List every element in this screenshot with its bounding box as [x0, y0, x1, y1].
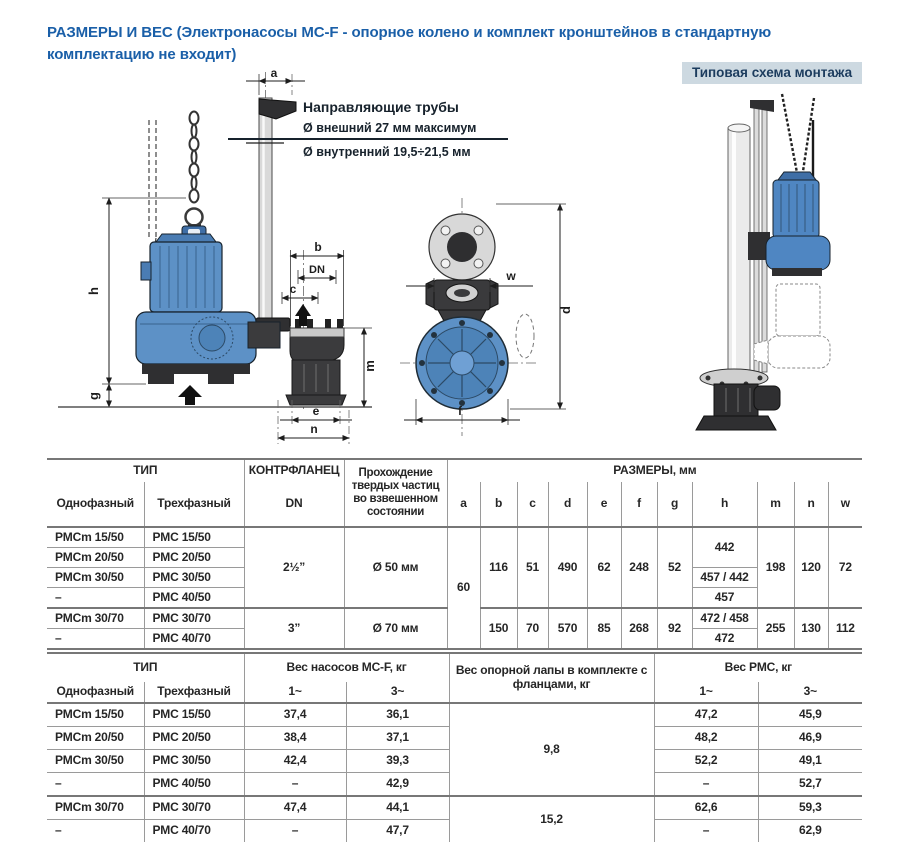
svg-text:e: e — [312, 404, 320, 418]
dim-m — [344, 328, 377, 407]
pipe-top-bracket — [259, 99, 296, 119]
volute-front — [416, 314, 534, 409]
model-three: PMC 40/70 — [144, 820, 244, 842]
t2-header-1ph: 1~ — [654, 682, 758, 703]
svg-text:m: m — [362, 360, 377, 372]
solids-value: Ø 70 мм — [344, 608, 447, 649]
model-three: PMC 15/50 — [144, 703, 244, 727]
t1-dim-m: m — [757, 482, 794, 527]
t1-dim-b: b — [480, 482, 517, 527]
t1-header-type: ТИП — [47, 459, 244, 482]
dim-b-value: 150 — [480, 608, 517, 649]
pump-weight-3ph: 37,1 — [346, 727, 449, 750]
support-weight: 15,2 — [449, 796, 654, 842]
dimensions-table — [47, 458, 862, 650]
t1-dim-c: c — [517, 482, 548, 527]
dim-f-value: 248 — [621, 527, 657, 608]
model-single: PMCm 30/70 — [47, 796, 144, 820]
pump-weight-3ph: 44,1 — [346, 796, 449, 820]
dim-f-value: 268 — [621, 608, 657, 649]
dim-d — [496, 204, 573, 409]
pipe-outer-diameter-note: Ø внешний 27 мм максимум — [228, 121, 508, 140]
pump-weight-3ph: 36,1 — [346, 703, 449, 727]
model-single: – — [47, 629, 144, 650]
dim-h-value: 457 — [692, 588, 757, 609]
guide-pipes-title: Направляющие трубы — [303, 99, 459, 115]
t1-dim-a: a — [447, 482, 480, 527]
t1-header-counterflange: КОНТРФЛАНЕЦ — [244, 459, 344, 482]
table-row — [47, 796, 862, 820]
dim-g-value: 92 — [657, 608, 692, 649]
t1-dim-g: g — [657, 482, 692, 527]
pmc-weight-3ph: 46,9 — [758, 727, 862, 750]
model-three: PMC 30/70 — [144, 608, 244, 629]
dim-n-value: 120 — [794, 527, 828, 608]
model-three: PMC 30/70 — [144, 796, 244, 820]
pump-weight-1ph: – — [244, 820, 346, 842]
model-single: – — [47, 588, 144, 609]
dn-value: 3” — [244, 608, 344, 649]
svg-text:g: g — [86, 392, 101, 400]
pmc-weight-1ph: 52,2 — [654, 750, 758, 773]
table-row — [47, 527, 862, 548]
t2-header-support-weight: Вес опорной лапы в комплекте с фланцами, кг — [449, 653, 654, 703]
t1-dim-w: w — [828, 482, 862, 527]
dim-a-value: 60 — [447, 527, 480, 649]
dim-e-value: 85 — [587, 608, 621, 649]
top-flange — [429, 214, 495, 280]
model-three: PMC 40/50 — [144, 588, 244, 609]
pump-weight-3ph: 47,7 — [346, 820, 449, 842]
t2-header-single-phase: Однофазный — [47, 682, 144, 703]
model-three: PMC 30/50 — [144, 750, 244, 773]
dim-c-value: 51 — [517, 527, 548, 608]
t2-header-three-phase: Трехфазный — [144, 682, 244, 703]
t1-dim-n: n — [794, 482, 828, 527]
model-single: PMCm 20/50 — [47, 727, 144, 750]
svg-text:d: d — [558, 306, 573, 314]
pump-on-rails — [748, 172, 830, 276]
t1-header-three-phase: Трехфазный — [144, 482, 244, 527]
discharge-column-pipe — [728, 124, 750, 378]
svg-text:h: h — [86, 287, 101, 295]
dim-h-value: 472 / 458 — [692, 608, 757, 629]
dim-d-value: 490 — [548, 527, 587, 608]
dim-b-value: 116 — [480, 527, 517, 608]
volute-casing — [136, 312, 256, 364]
svg-text:n: n — [310, 422, 318, 436]
model-single: PMCm 30/50 — [47, 568, 144, 588]
pump-weight-1ph: 38,4 — [244, 727, 346, 750]
base-support — [696, 369, 780, 430]
model-single: PMCm 30/50 — [47, 750, 144, 773]
dim-n-value: 130 — [794, 608, 828, 649]
t1-header-dn: DN — [244, 482, 344, 527]
model-single: PMCm 20/50 — [47, 548, 144, 568]
dim-h-value: 457 / 442 — [692, 568, 757, 588]
t2-header-3ph: 3~ — [346, 682, 449, 703]
pump-weight-1ph: 47,4 — [244, 796, 346, 820]
pmc-weight-1ph: – — [654, 773, 758, 797]
pmc-weight-1ph: – — [654, 820, 758, 842]
svg-text:a: a — [270, 66, 278, 80]
dn-value: 2½” — [244, 527, 344, 608]
handle-side — [516, 314, 534, 358]
model-single: – — [47, 820, 144, 842]
dim-w-value: 72 — [828, 527, 862, 608]
discharge-flange — [248, 322, 280, 348]
model-single: – — [47, 773, 144, 797]
svg-text:w: w — [506, 269, 516, 283]
dim-c-value: 70 — [517, 608, 548, 649]
dim-e-value: 62 — [587, 527, 621, 608]
dim-w-value: 112 — [828, 608, 862, 649]
pmc-weight-1ph: 47,2 — [654, 703, 758, 727]
t2-header-type: ТИП — [47, 653, 244, 682]
svg-text:f: f — [458, 404, 462, 418]
installation-scheme-label: Типовая схема монтажа — [682, 62, 862, 84]
t2-header-pmc-weight: Вес PMC, кг — [654, 653, 862, 682]
t2-header-3ph: 3~ — [758, 682, 862, 703]
cable-gland — [141, 262, 151, 280]
shackle — [186, 209, 203, 226]
model-three: PMC 20/50 — [144, 548, 244, 568]
inlet-arrow — [178, 385, 202, 405]
model-single: PMCm 15/50 — [47, 703, 144, 727]
pmc-weight-1ph: 62,6 — [654, 796, 758, 820]
pump-weight-1ph: 42,4 — [244, 750, 346, 773]
t1-dim-e: e — [587, 482, 621, 527]
pump-weight-1ph: 37,4 — [244, 703, 346, 727]
pmc-weight-3ph: 49,1 — [758, 750, 862, 773]
page-title: РАЗМЕРЫ И ВЕС (Электронасосы MC-F - опорное колено и комплект кронштейнов в стандартную комплектацию не входит) — [47, 24, 772, 63]
pump-front-view-drawing — [398, 196, 623, 441]
dim-d-value: 570 — [548, 608, 587, 649]
t1-header-sizes: РАЗМЕРЫ, мм — [447, 459, 862, 482]
svg-text:c: c — [289, 282, 297, 296]
table-row — [47, 703, 862, 727]
t1-dim-d: d — [548, 482, 587, 527]
dim-g-value: 52 — [657, 527, 692, 608]
t2-header-1ph: 1~ — [244, 682, 346, 703]
t1-header-solids: Прохождение твердых частиц во взвешенном состоянии — [344, 459, 447, 527]
pipe-inner-diameter-note: Ø внутренний 19,5÷21,5 мм — [303, 145, 471, 159]
lifting-chains — [782, 94, 814, 178]
pump-weight-3ph: 42,9 — [346, 773, 449, 797]
model-three: PMC 15/50 — [144, 527, 244, 548]
pmc-weight-3ph: 45,9 — [758, 703, 862, 727]
weights-table — [47, 652, 862, 842]
t2-header-pump-weight: Вес насосов MC-F, кг — [244, 653, 449, 682]
lifting-chain — [186, 112, 203, 230]
pump-weight-1ph: – — [244, 773, 346, 797]
pump-body — [136, 112, 280, 406]
model-single: PMCm 30/70 — [47, 608, 144, 629]
dim-b-dn-c — [282, 240, 344, 326]
pump-weight-3ph: 39,3 — [346, 750, 449, 773]
dim-m-value: 198 — [757, 527, 794, 608]
model-three: PMC 40/50 — [144, 773, 244, 797]
dim-m-value: 255 — [757, 608, 794, 649]
model-three: PMC 30/50 — [144, 568, 244, 588]
dim-a — [246, 66, 305, 95]
installation-scheme-drawing — [670, 92, 905, 452]
pmc-weight-3ph: 52,7 — [758, 773, 862, 797]
motor-housing — [150, 242, 222, 312]
t1-dim-h: h — [692, 482, 757, 527]
svg-text:b: b — [314, 240, 322, 254]
model-single: PMCm 15/50 — [47, 527, 144, 548]
t1-dim-f: f — [621, 482, 657, 527]
dim-h-value: 442 — [692, 527, 757, 568]
strainer-base — [142, 364, 250, 374]
svg-text:DN: DN — [309, 264, 325, 276]
dim-h-value: 472 — [692, 629, 757, 650]
model-three: PMC 20/50 — [144, 727, 244, 750]
counterflange-plate — [290, 328, 344, 337]
model-three: PMC 40/70 — [144, 629, 244, 650]
solids-value: Ø 50 мм — [344, 527, 447, 608]
pmc-weight-1ph: 48,2 — [654, 727, 758, 750]
pmc-weight-3ph: 62,9 — [758, 820, 862, 842]
support-weight: 9,8 — [449, 703, 654, 796]
pmc-weight-3ph: 59,3 — [758, 796, 862, 820]
t1-header-single-phase: Однофазный — [47, 482, 144, 527]
